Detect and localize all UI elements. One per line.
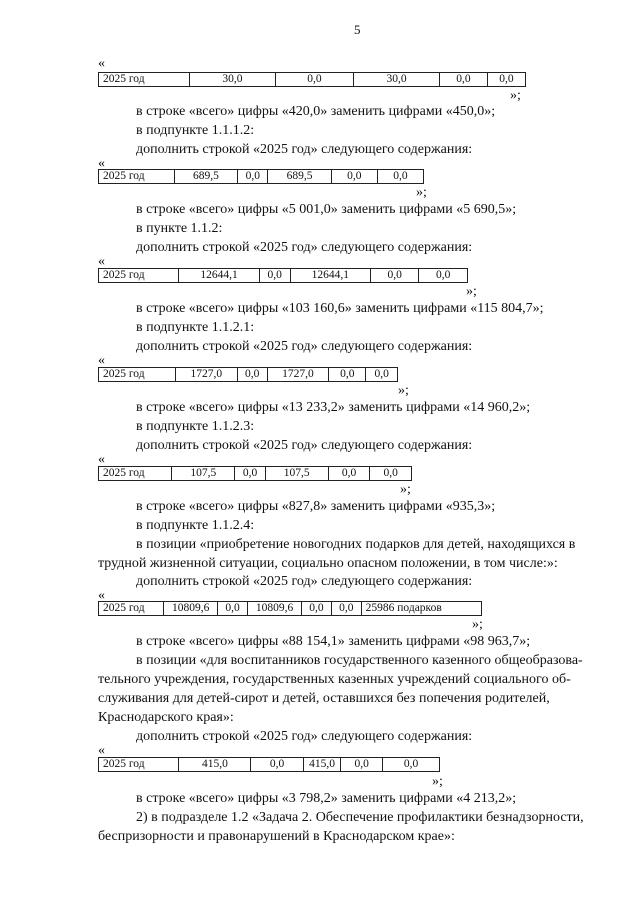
value-cell: 0,0 <box>440 73 488 87</box>
value-cell: 0,0 <box>237 368 267 382</box>
value-cell: 1727,0 <box>175 368 237 382</box>
text-line: в позиции «для воспитанников государственного казенного общеобразова- <box>136 653 583 668</box>
year-row-table <box>98 757 440 772</box>
year-row-table <box>98 169 424 184</box>
text-line: в строке «всего» цифры «420,0» заменить цифрами «450,0»; <box>136 104 496 119</box>
text-line: в строке «всего» цифры «827,8» заменить цифрами «935,3»; <box>136 499 496 514</box>
text-line: дополнить строкой «2025 год» следующего содержания: <box>136 574 473 589</box>
value-cell: 415,0 <box>303 758 340 772</box>
value-cell: 30,0 <box>354 73 440 87</box>
text-line: дополнить строкой «2025 год» следующего содержания: <box>136 240 473 255</box>
text-line: в строке «всего» цифры «103 160,6» заменить цифрами «115 804,7»; <box>136 301 544 316</box>
value-cell: 0,0 <box>341 758 383 772</box>
value-cell: 0,0 <box>370 269 419 283</box>
open-quote: « <box>98 353 105 368</box>
open-quote: « <box>98 156 105 171</box>
year-row-table <box>98 601 482 616</box>
value-cell: 0,0 <box>238 170 268 184</box>
text-line: в позиции «приобретение новогодних подарков для детей, находящихся в <box>136 537 576 552</box>
page-number: 5 <box>354 22 361 37</box>
open-quote: « <box>98 588 105 603</box>
close-quote: »; <box>510 88 521 103</box>
year-cell: 2025 год <box>99 758 179 772</box>
value-cell: 107,5 <box>265 467 328 481</box>
close-quote: »; <box>400 482 411 497</box>
year-cell: 2025 год <box>99 467 172 481</box>
open-quote: « <box>98 254 105 269</box>
text-line: в подпункте 1.1.1.2: <box>136 123 255 138</box>
year-cell: 2025 год <box>99 170 175 184</box>
value-cell: 415,0 <box>179 758 251 772</box>
year-cell: 2025 год <box>99 269 179 283</box>
value-cell: 10809,6 <box>247 602 301 616</box>
value-cell: 1727,0 <box>267 368 329 382</box>
text-line: дополнить строкой «2025 год» следующего содержания: <box>136 438 473 453</box>
text-line: в подпункте 1.1.2.1: <box>136 320 255 335</box>
text-line: в строке «всего» цифры «3 798,2» заменить цифрами «4 213,2»; <box>136 791 517 806</box>
text-line: в строке «всего» цифры «88 154,1» заменить цифрами «98 963,7»; <box>136 634 531 649</box>
value-cell: 12644,1 <box>290 269 370 283</box>
value-cell: 0,0 <box>366 368 398 382</box>
close-quote: »; <box>472 617 483 632</box>
value-cell: 0,0 <box>329 368 366 382</box>
text-line: дополнить строкой «2025 год» следующего содержания: <box>136 142 473 157</box>
value-cell: 0,0 <box>328 467 370 481</box>
text-line: в строке «всего» цифры «13 233,2» заменить цифрами «14 960,2»; <box>136 400 531 415</box>
close-quote: »; <box>432 774 443 789</box>
value-cell: 0,0 <box>259 269 290 283</box>
value-cell: 0,0 <box>218 602 248 616</box>
value-cell: 12644,1 <box>179 269 259 283</box>
value-cell: 0,0 <box>251 758 304 772</box>
close-quote: »; <box>398 383 409 398</box>
value-cell: 10809,6 <box>164 602 218 616</box>
gifts-count-cell: 25986 подарков <box>361 602 481 616</box>
text-line: тельного учреждения, государственных казенных учреждений социального об- <box>98 672 571 687</box>
value-cell: 0,0 <box>383 758 440 772</box>
year-row-table <box>98 268 468 283</box>
close-quote: »; <box>416 185 427 200</box>
year-row-table <box>98 72 526 87</box>
text-line: в пункте 1.1.2: <box>136 221 223 236</box>
year-row-table <box>98 367 398 382</box>
text-line: служивания для детей-сирот и детей, оставшихся без попечения родителей, <box>98 691 550 706</box>
text-line: 2) в подразделе 1.2 «Задача 2. Обеспечение профилактики безнадзорности, <box>136 810 584 825</box>
value-cell: 0,0 <box>331 170 377 184</box>
value-cell: 689,5 <box>174 170 237 184</box>
text-line: в подпункте 1.1.2.3: <box>136 419 255 434</box>
close-quote: »; <box>466 284 477 299</box>
value-cell: 0,0 <box>487 73 525 87</box>
text-line: трудной жизненной ситуации, социально опасном положении, в том числе:»: <box>98 556 558 571</box>
text-line: дополнить строкой «2025 год» следующего содержания: <box>136 339 473 354</box>
value-cell: 30,0 <box>189 73 275 87</box>
text-line: Краснодарского края»: <box>98 710 234 725</box>
year-cell: 2025 год <box>99 602 164 616</box>
value-cell: 689,5 <box>268 170 331 184</box>
text-line: дополнить строкой «2025 год» следующего содержания: <box>136 729 473 744</box>
value-cell: 0,0 <box>275 73 353 87</box>
year-cell: 2025 год <box>99 73 190 87</box>
value-cell: 0,0 <box>370 467 412 481</box>
open-quote: « <box>98 743 105 758</box>
value-cell: 0,0 <box>377 170 423 184</box>
value-cell: 0,0 <box>419 269 468 283</box>
year-row-table <box>98 466 412 481</box>
value-cell: 0,0 <box>331 602 361 616</box>
value-cell: 107,5 <box>172 467 235 481</box>
text-line: беспризорности и правонарушений в Краснодарском крае»: <box>98 829 455 844</box>
open-quote: « <box>98 452 105 467</box>
text-line: в строке «всего» цифры «5 001,0» заменить цифрами «5 690,5»; <box>136 202 517 217</box>
year-cell: 2025 год <box>99 368 176 382</box>
open-quote: « <box>98 56 105 71</box>
value-cell: 0,0 <box>235 467 265 481</box>
text-line: в подпункте 1.1.2.4: <box>136 518 255 533</box>
value-cell: 0,0 <box>302 602 332 616</box>
